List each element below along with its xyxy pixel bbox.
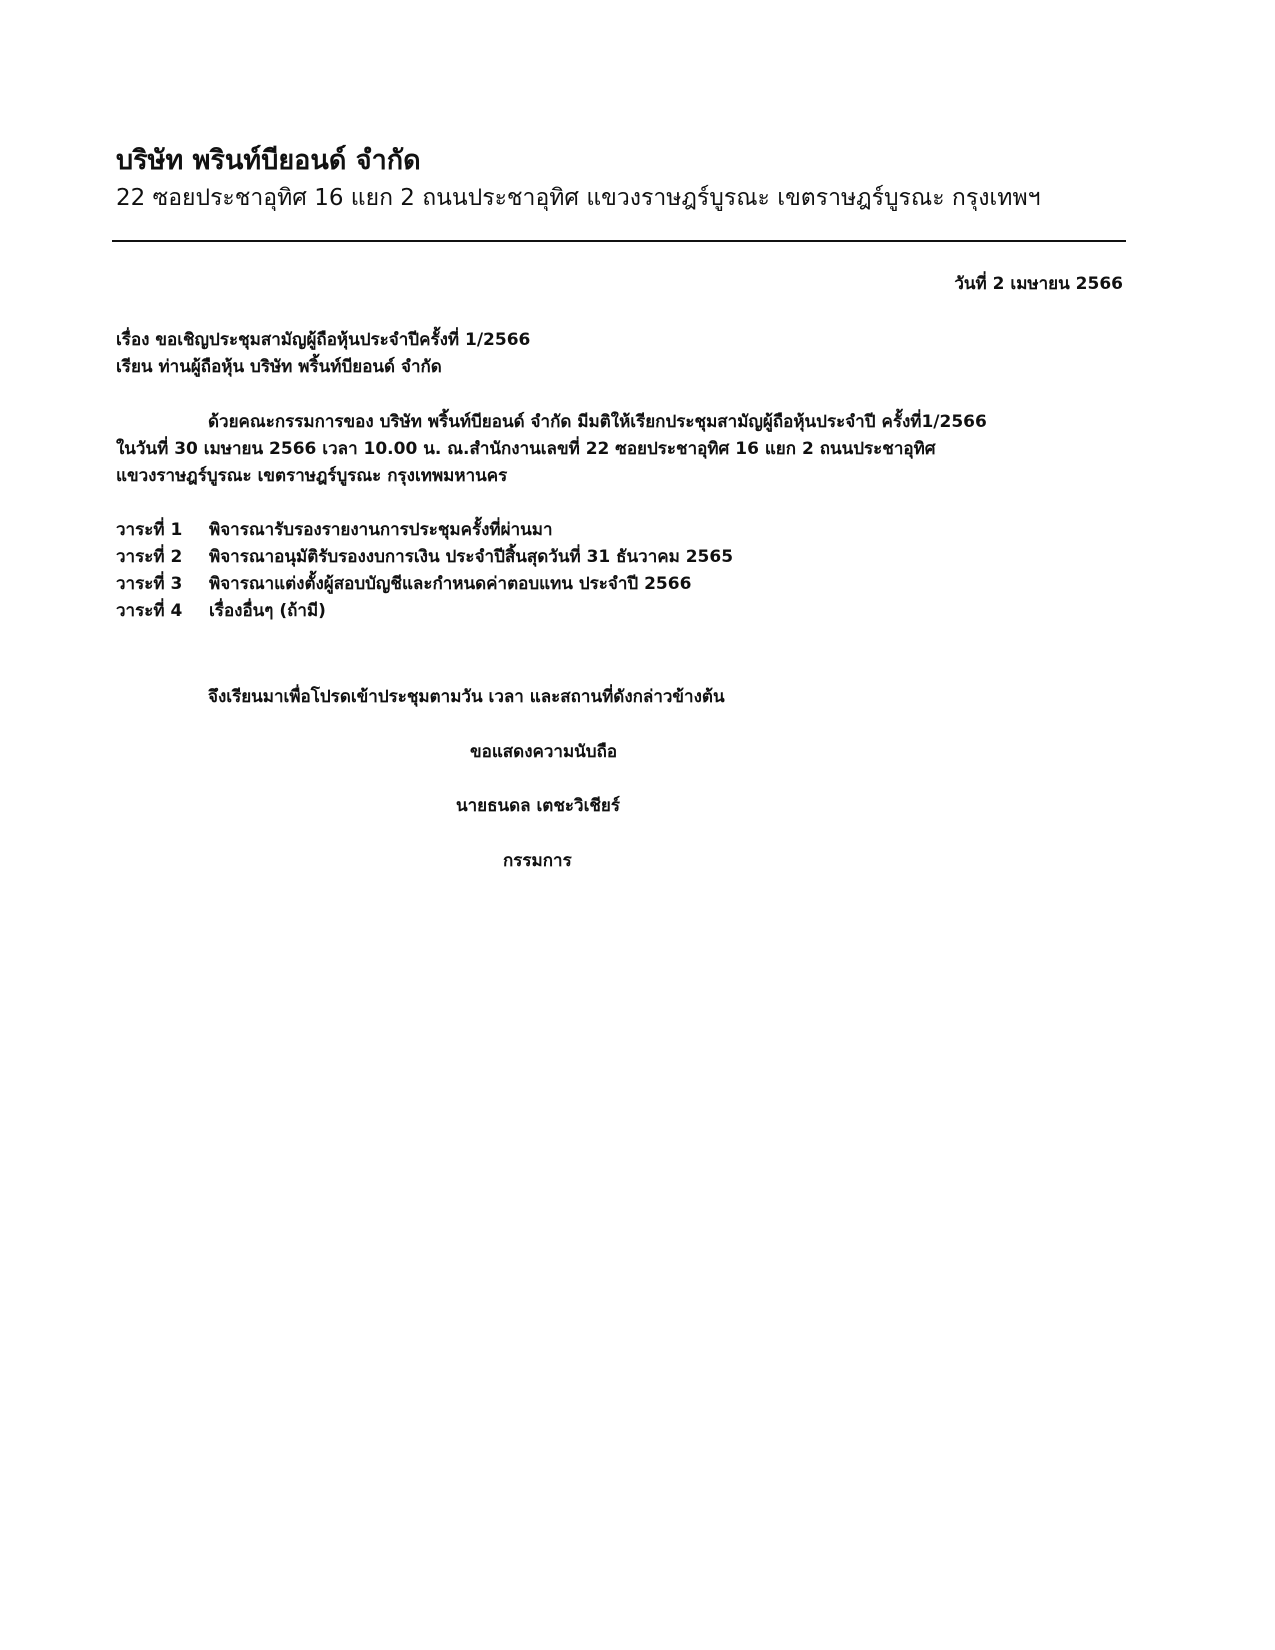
agenda-text: เรื่องอื่นๆ (ถ้ามี) bbox=[209, 601, 326, 621]
body-line: แขวงราษฎร์บูรณะ เขตราษฎร์บูรณะ กรุงเทพมหานคร bbox=[116, 466, 508, 486]
agenda-item bbox=[116, 516, 733, 543]
agenda-item bbox=[116, 570, 733, 597]
agenda-number: วาระที่ 3 bbox=[116, 574, 183, 594]
header-divider bbox=[112, 240, 1126, 242]
agenda-number: วาระที่ 2 bbox=[116, 547, 183, 567]
letter-recipient: เรียน ท่านผู้ถือหุ้น บริษัท พริ้นท์บียอนด์ จำกัด bbox=[116, 357, 442, 377]
agenda-number: วาระที่ 1 bbox=[116, 520, 183, 540]
agenda-item bbox=[116, 597, 733, 624]
agenda-text: พิจารณารับรองรายงานการประชุมครั้งที่ผ่านมา bbox=[209, 520, 553, 540]
body-line: ในวันที่ 30 เมษายน 2566 เวลา 10.00 น. ณ.สำนักงานเลขที่ 22 ซอยประชาอุทิศ 16 แยก 2 ถนนประชาอุทิศ bbox=[116, 439, 936, 459]
agenda-text: พิจารณาอนุมัติรับรองงบการเงิน ประจำปีสิ้นสุดวันที่ 31 ธันวาคม 2565 bbox=[209, 547, 734, 567]
agenda-text: พิจารณาแต่งตั้งผู้สอบบัญชีและกำหนดค่าตอบแทน ประจำปี 2566 bbox=[209, 574, 692, 594]
body-line: ด้วยคณะกรรมการของ บริษัท พริ้นท์บียอนด์ จำกัด มีมติให้เรียกประชุมสามัญผู้ถือหุ้นประจำปี ครั้งที่1/2566 bbox=[208, 412, 987, 432]
company-address: 22 ซอยประชาอุทิศ 16 แยก 2 ถนนประชาอุทิศ แขวงราษฎร์บูรณะ เขตราษฎร์บูรณะ กรุงเทพฯ bbox=[116, 185, 1041, 211]
signer-name: นายธนดล เตชะวิเชียร์ bbox=[456, 796, 621, 816]
closing-line: จึงเรียนมาเพื่อโปรดเข้าประชุมตามวัน เวลา และสถานที่ดังกล่าวข้างต้น bbox=[208, 687, 725, 707]
agenda-item bbox=[116, 543, 733, 570]
regards-line: ขอแสดงความนับถือ bbox=[470, 742, 618, 762]
agenda-number: วาระที่ 4 bbox=[116, 601, 183, 621]
company-name: บริษัท พรินท์บียอนด์ จำกัด bbox=[116, 145, 421, 176]
letter-date: วันที่ 2 เมษายน 2566 bbox=[954, 274, 1123, 294]
signer-title: กรรมการ bbox=[503, 851, 572, 871]
letter-subject: เรื่อง ขอเชิญประชุมสามัญผู้ถือหุ้นประจำปีครั้งที่ 1/2566 bbox=[116, 330, 531, 350]
agenda-list bbox=[116, 516, 733, 624]
